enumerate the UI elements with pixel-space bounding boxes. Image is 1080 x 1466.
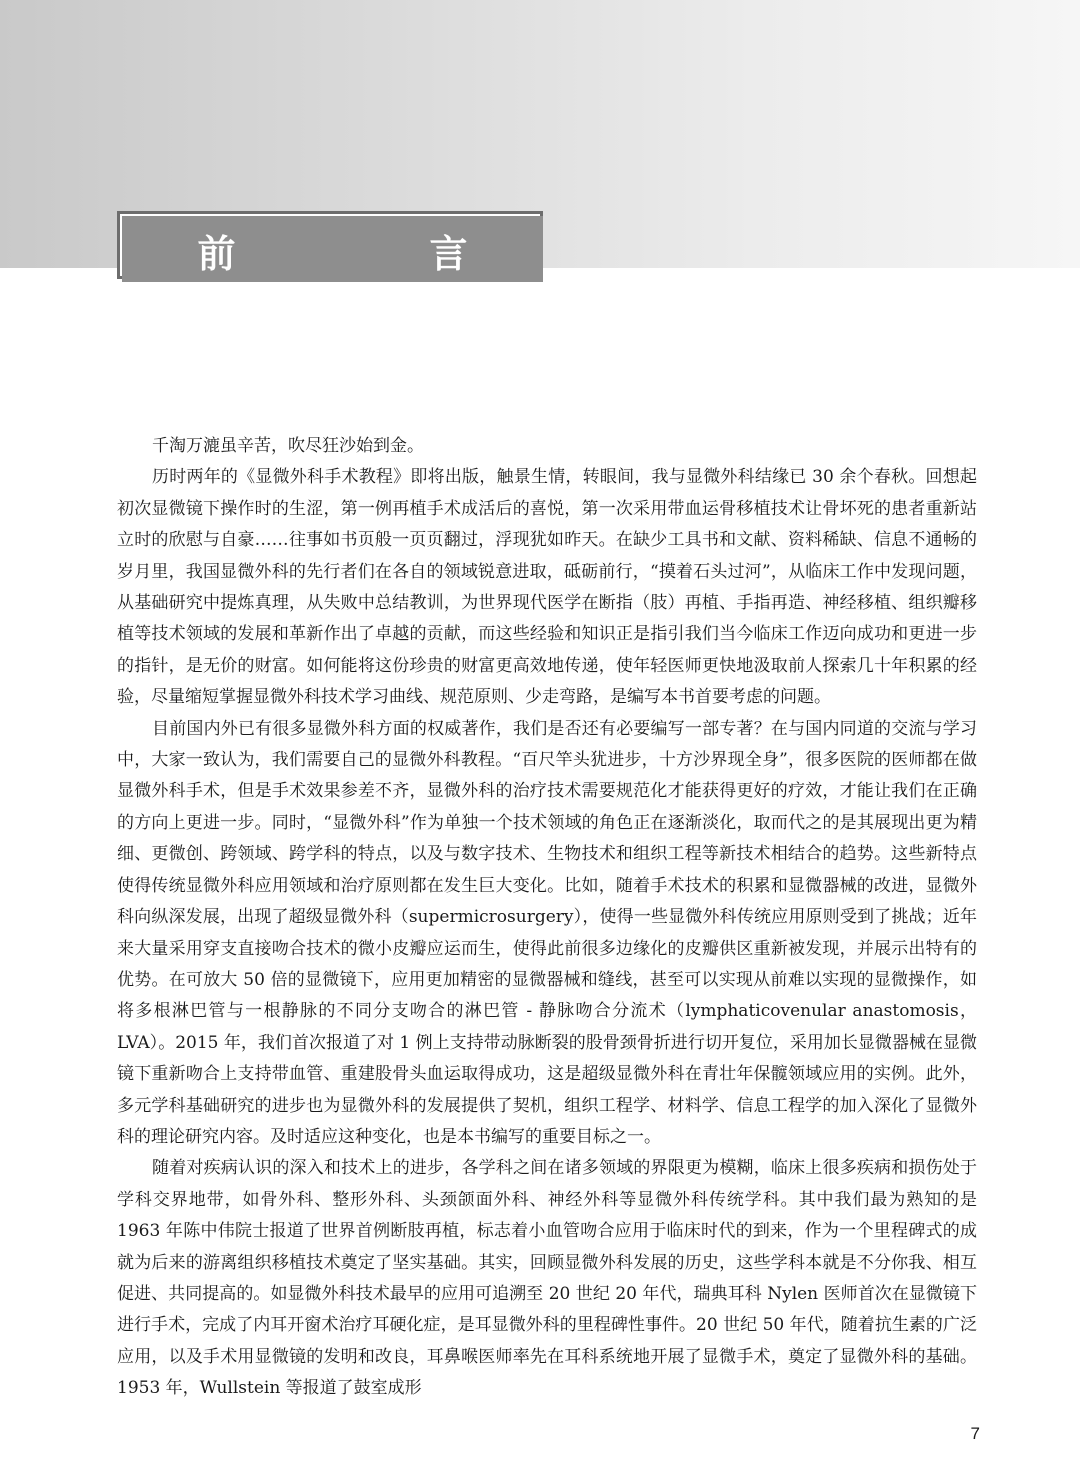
paragraph: 历时两年的《显微外科手术教程》即将出版，触景生情，转眼间，我与显微外科结缘已 30 余个春秋。回想起初次显微镜下操作时的生涩，第一例再植手术成活后的喜悦，第一次采用带血运骨移植技术让骨坏死的患者重新站立时的欣慰与自豪……往事如书页般一页页翻过，浮现犹如昨天。在缺少工具书和文献、资料稀缺、信息不通畅的岁月里，我国显微外科的先行者们在各自的领域锐意进取，砥砺前行，“摸着石头过河”，从临床工作中发现问题，从基础研究中提炼真理，从失败中总结教训，为世界现代医学在断指（肢）再植、手指再造、神经移植、组织瓣移植等技术领域的发展和革新作出了卓越的贡献，而这些经验和知识正是指引我们当今临床工作迈向成功和更进一步的指针，是无价的财富。如何能将这份珍贵的财富更高效地传递，使年轻医师更快地汲取前人探索几十年积累的经验，尽量缩短掌握显微外科技术学习曲线、规范原则、少走弯路，是编写本书首要考虑的问题。 [117,467,977,708]
paragraph: 随着对疾病认识的深入和技术上的进步，各学科之间在诸多领域的界限更为模糊，临床上很多疾病和损伤处于学科交界地带，如骨外科、整形外科、头颈颌面外科、神经外科等显微外科传统学科。其中我们最为熟知的是 1963 年陈中伟院士报道了世界首例断肢再植，标志着小血管吻合应用于临床时代的到来，作为一个里程碑式的成就为后来的游离组织移植技术奠定了坚实基础。其实，回顾显微外科发展的历史，这些学科本就是不分你我、相互促进、共同提高的。如显微外科技术最早的应用可追溯至 20 世纪 20 年代，瑞典耳科 Nylen 医师首次在显微镜下进行手术，完成了内耳开窗术治疗耳硬化症，是耳显微外科的里程碑性事件。20 世纪 50 年代，随着抗生素的广泛应用，以及手术用显微镜的发明和改良，耳鼻喉医师率先在耳科系统地开展了显微手术，奠定了显微外科的基础。1953 年，Wullstein 等报道了鼓室成形 [117,1158,977,1399]
title-box [122,216,546,282]
body-text [117,431,977,1405]
paragraph: 目前国内外已有很多显微外科方面的权威著作，我们是否还有必要编写一部专著？在与国内同道的交流与学习中，大家一致认为，我们需要自己的显微外科教程。“百尺竿头犹进步，十方沙界现全身”，很多医院的医师都在做显微外科手术，但是手术效果参差不齐，显微外科的治疗技术需要规范化才能获得更好的疗效，才能让我们在正确的方向上更进一步。同时，“显微外科”作为单独一个技术领域的角色正在逐渐淡化，取而代之的是其展现出更为精细、更微创、跨领域、跨学科的特点，以及与数字技术、生物技术和组织工程等新技术相结合的趋势。这些新特点使得传统显微外科应用领域和治疗原则都在发生巨大变化。比如，随着手术技术的积累和显微器械的改进，显微外科向纵深发展，出现了超级显微外科（supermicrosurgery），使得一些显微外科传统应用原则受到了挑战；近年来大量采用穿支直接吻合技术的微小皮瓣应运而生，使得此前很多边缘化的皮瓣供区重新被发现，并展示出特有的优势。在可放大 50 倍的显微镜下，应用更加精密的显微器械和缝线，甚至可以实现从前难以实现的显微操作，如将多根淋巴管与一根静脉的不同分支吻合的淋巴管 - 静脉吻合分流术（lymphaticovenular anastomosis，LVA）。2015 年，我们首次报道了对 1 例上支持带动脉断裂的股骨颈骨折进行切开复位，采用加长显微器械在显微镜下重新吻合上支持带血管、重建股骨头血运取得成功，这是超级显微外科在青壮年保髋领域应用的实例。此外，多元学科基础研究的进步也为显微外科的发展提供了契机，组织工程学、材料学、信息工程学的加入深化了显微外科的理论研究内容。及时适应这种变化，也是本书编写的重要目标之一。 [117,718,977,1147]
page-number: 7 [970,1424,980,1443]
paragraph: 千淘万漉虽辛苦，吹尽狂沙始到金。 [152,436,425,456]
page-title: 前 言 [197,230,546,276]
